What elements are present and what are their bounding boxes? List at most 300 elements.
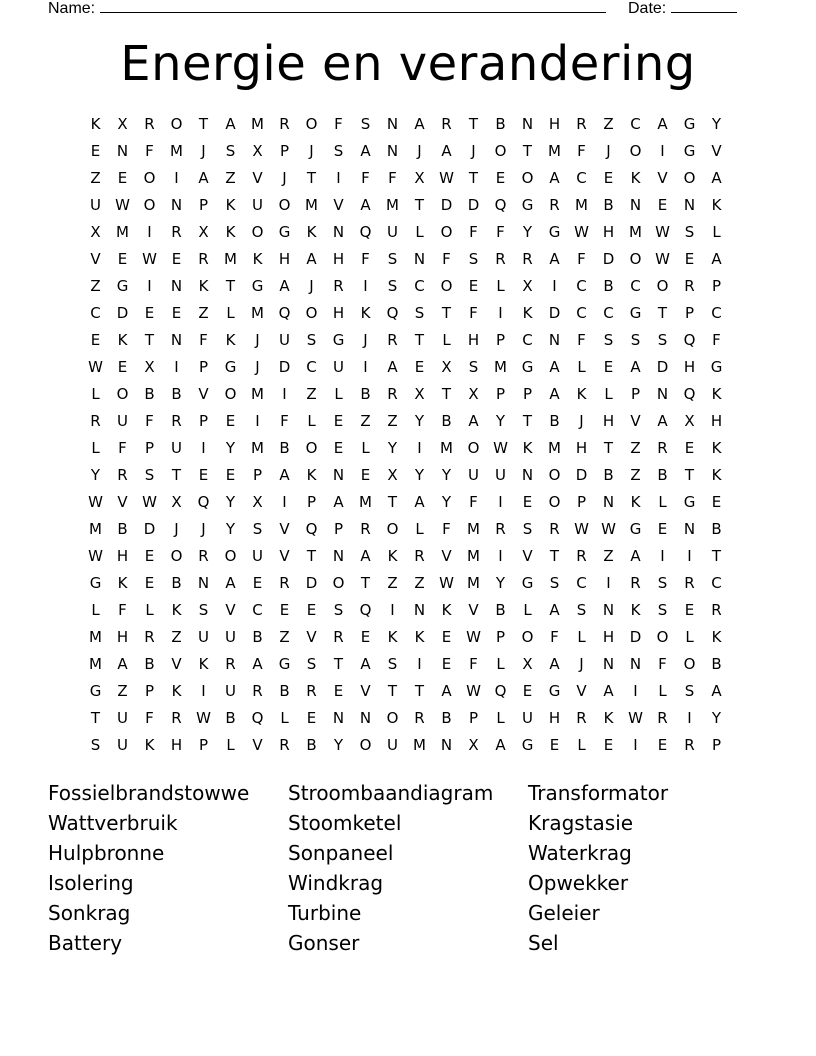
- grid-letter: Z: [630, 466, 641, 484]
- grid-row: [82, 408, 730, 435]
- grid-letter: M: [89, 655, 102, 673]
- grid-letter: F: [469, 493, 478, 511]
- date-blank-line[interactable]: [671, 0, 737, 13]
- grid-letter: W: [574, 223, 589, 241]
- word-list-item: Gonser: [288, 931, 360, 955]
- grid-letter: V: [630, 412, 641, 430]
- grid-letter: H: [332, 304, 345, 322]
- grid-letter: S: [468, 358, 479, 376]
- grid-letter: T: [306, 547, 317, 565]
- grid-letter: A: [360, 547, 371, 565]
- grid-letter: J: [606, 142, 611, 160]
- grid-letter: N: [602, 601, 615, 619]
- grid-letter: N: [413, 250, 426, 268]
- grid-letter: R: [414, 709, 425, 727]
- grid-letter: L: [658, 682, 667, 700]
- grid-letter: C: [630, 115, 641, 133]
- grid-letter: B: [171, 574, 182, 592]
- grid-letter: T: [684, 466, 695, 484]
- grid-letter: B: [603, 466, 614, 484]
- grid-letter: V: [468, 601, 479, 619]
- grid-letter: E: [306, 601, 317, 619]
- grid-letter: C: [711, 304, 722, 322]
- grid-letter: M: [116, 223, 129, 241]
- grid-letter: R: [279, 115, 290, 133]
- grid-letter: M: [170, 142, 183, 160]
- grid-letter: A: [279, 466, 290, 484]
- grid-letter: I: [552, 277, 557, 295]
- grid-letter: A: [360, 196, 371, 214]
- grid-letter: U: [252, 547, 263, 565]
- grid-letter: K: [171, 601, 182, 619]
- grid-letter: L: [334, 385, 343, 403]
- grid-letter: F: [550, 628, 559, 646]
- grid-letter: U: [522, 709, 533, 727]
- grid-letter: O: [305, 439, 318, 457]
- grid-letter: V: [306, 628, 317, 646]
- grid-letter: P: [630, 385, 641, 403]
- grid-letter: R: [576, 115, 587, 133]
- grid-letter: B: [279, 439, 290, 457]
- grid-letter: R: [144, 628, 155, 646]
- grid-letter: L: [91, 385, 100, 403]
- grid-letter: I: [255, 412, 260, 430]
- grid-letter: H: [332, 250, 345, 268]
- grid-letter: K: [117, 331, 128, 349]
- grid-letter: X: [171, 493, 182, 511]
- grid-letter: U: [468, 466, 479, 484]
- grid-letter: I: [174, 358, 179, 376]
- grid-letter: A: [630, 358, 641, 376]
- grid-letter: N: [197, 574, 210, 592]
- grid-letter: L: [91, 439, 100, 457]
- grid-letter: A: [360, 655, 371, 673]
- grid-letter: E: [684, 601, 695, 619]
- grid-letter: F: [469, 655, 478, 673]
- grid-letter: M: [251, 439, 264, 457]
- grid-letter: U: [333, 358, 344, 376]
- grid-letter: E: [171, 304, 182, 322]
- grid-row: [82, 489, 730, 516]
- grid-letter: F: [199, 331, 208, 349]
- grid-letter: N: [521, 115, 534, 133]
- grid-letter: R: [90, 412, 101, 430]
- grid-letter: K: [414, 628, 425, 646]
- grid-letter: J: [201, 142, 206, 160]
- grid-letter: E: [657, 196, 668, 214]
- grid-letter: J: [255, 358, 260, 376]
- grid-letter: A: [279, 277, 290, 295]
- grid-letter: E: [360, 466, 371, 484]
- word-list-item: Opwekker: [528, 871, 629, 895]
- grid-letter: R: [333, 277, 344, 295]
- grid-letter: E: [468, 277, 479, 295]
- grid-letter: M: [251, 115, 264, 133]
- grid-letter: C: [90, 304, 101, 322]
- grid-letter: A: [414, 493, 425, 511]
- grid-letter: I: [687, 547, 692, 565]
- grid-letter: O: [440, 277, 453, 295]
- grid-letter: E: [225, 466, 236, 484]
- word-list-item: Sel: [528, 931, 559, 955]
- grid-letter: R: [198, 547, 209, 565]
- grid-letter: K: [576, 385, 587, 403]
- grid-letter: E: [144, 547, 155, 565]
- grid-letter: U: [90, 196, 101, 214]
- grid-letter: Z: [198, 304, 209, 322]
- word-list-item: Sonkrag: [48, 901, 131, 925]
- grid-letter: F: [469, 223, 478, 241]
- grid-letter: D: [602, 250, 615, 268]
- grid-letter: E: [603, 358, 614, 376]
- grid-letter: M: [413, 736, 426, 754]
- grid-letter: U: [117, 709, 128, 727]
- grid-letter: C: [711, 574, 722, 592]
- name-blank-line[interactable]: [100, 0, 606, 13]
- grid-letter: J: [309, 277, 314, 295]
- grid-letter: O: [278, 196, 291, 214]
- grid-letter: S: [387, 277, 398, 295]
- worksheet-header: [48, 0, 748, 20]
- grid-letter: A: [225, 115, 236, 133]
- word-list-item: Hulpbronne: [48, 841, 165, 865]
- grid-letter: U: [279, 331, 290, 349]
- grid-letter: I: [147, 277, 152, 295]
- grid-letter: Q: [683, 385, 696, 403]
- grid-letter: G: [683, 142, 696, 160]
- grid-letter: F: [280, 412, 289, 430]
- grid-letter: P: [468, 709, 479, 727]
- grid-letter: R: [414, 547, 425, 565]
- grid-letter: T: [414, 331, 425, 349]
- grid-letter: R: [117, 466, 128, 484]
- grid-letter: M: [89, 520, 102, 538]
- grid-letter: D: [656, 358, 669, 376]
- grid-letter: A: [549, 601, 560, 619]
- grid-letter: X: [522, 655, 533, 673]
- grid-letter: Z: [360, 412, 371, 430]
- grid-letter: F: [577, 142, 586, 160]
- grid-letter: O: [386, 709, 399, 727]
- grid-letter: Y: [495, 412, 506, 430]
- grid-letter: J: [363, 331, 368, 349]
- grid-letter: F: [496, 223, 505, 241]
- grid-letter: R: [171, 412, 182, 430]
- grid-letter: X: [252, 493, 263, 511]
- grid-letter: P: [306, 493, 317, 511]
- grid-letter: A: [198, 169, 209, 187]
- grid-letter: Z: [630, 439, 641, 457]
- grid-letter: Y: [711, 709, 722, 727]
- grid-letter: K: [630, 601, 641, 619]
- grid-letter: F: [577, 250, 586, 268]
- grid-row: [82, 300, 730, 327]
- grid-letter: B: [144, 385, 155, 403]
- grid-letter: I: [282, 385, 287, 403]
- grid-letter: G: [251, 277, 264, 295]
- grid-row: [82, 597, 730, 624]
- grid-letter: P: [279, 142, 290, 160]
- grid-letter: K: [306, 466, 317, 484]
- grid-letter: D: [305, 574, 318, 592]
- grid-letter: E: [252, 574, 263, 592]
- grid-letter: S: [576, 601, 587, 619]
- grid-letter: P: [495, 385, 506, 403]
- grid-letter: X: [684, 412, 695, 430]
- grid-letter: R: [576, 547, 587, 565]
- grid-letter: I: [417, 655, 422, 673]
- grid-letter: N: [656, 385, 669, 403]
- grid-letter: F: [388, 169, 397, 187]
- grid-letter: A: [630, 547, 641, 565]
- grid-letter: D: [116, 304, 129, 322]
- grid-letter: A: [549, 385, 560, 403]
- grid-letter: H: [575, 439, 588, 457]
- grid-letter: R: [657, 709, 668, 727]
- grid-letter: S: [603, 331, 614, 349]
- grid-letter: F: [361, 169, 370, 187]
- grid-letter: F: [145, 412, 154, 430]
- grid-letter: T: [333, 655, 344, 673]
- grid-letter: S: [387, 655, 398, 673]
- grid-letter: P: [144, 439, 155, 457]
- grid-letter: C: [252, 601, 263, 619]
- grid-letter: Y: [225, 520, 236, 538]
- grid-row: [82, 651, 730, 678]
- grid-letter: S: [468, 250, 479, 268]
- grid-letter: T: [522, 142, 533, 160]
- grid-letter: E: [549, 736, 560, 754]
- grid-letter: M: [548, 142, 561, 160]
- grid-letter: B: [603, 277, 614, 295]
- grid-letter: L: [307, 412, 316, 430]
- grid-letter: G: [332, 331, 345, 349]
- grid-letter: I: [363, 277, 368, 295]
- grid-letter: S: [198, 601, 209, 619]
- grid-letter: K: [522, 439, 533, 457]
- grid-letter: I: [498, 493, 503, 511]
- word-list-column: [48, 778, 288, 958]
- grid-letter: B: [495, 601, 506, 619]
- grid-letter: S: [333, 601, 344, 619]
- grid-letter: W: [493, 439, 508, 457]
- grid-letter: I: [363, 358, 368, 376]
- grid-letter: O: [305, 115, 318, 133]
- grid-letter: F: [145, 709, 154, 727]
- grid-letter: F: [145, 142, 154, 160]
- grid-letter: Z: [90, 169, 101, 187]
- grid-letter: E: [144, 574, 155, 592]
- grid-letter: W: [196, 709, 211, 727]
- grid-letter: N: [332, 466, 345, 484]
- grid-letter: E: [117, 358, 128, 376]
- grid-letter: A: [252, 655, 263, 673]
- grid-letter: T: [441, 304, 452, 322]
- grid-letter: O: [251, 223, 264, 241]
- grid-letter: R: [387, 331, 398, 349]
- grid-letter: Y: [225, 439, 236, 457]
- grid-letter: X: [441, 358, 452, 376]
- grid-letter: F: [118, 601, 127, 619]
- grid-letter: A: [711, 682, 722, 700]
- grid-letter: W: [655, 223, 670, 241]
- grid-letter: O: [170, 115, 183, 133]
- grid-letter: M: [359, 493, 372, 511]
- grid-letter: M: [89, 628, 102, 646]
- grid-letter: U: [117, 412, 128, 430]
- grid-letter: E: [657, 520, 668, 538]
- grid-letter: U: [225, 682, 236, 700]
- grid-letter: A: [495, 736, 506, 754]
- grid-letter: I: [147, 223, 152, 241]
- grid-letter: V: [279, 520, 290, 538]
- grid-letter: E: [522, 493, 533, 511]
- grid-letter: A: [117, 655, 128, 673]
- grid-letter: T: [225, 277, 236, 295]
- grid-letter: U: [171, 439, 182, 457]
- grid-letter: P: [684, 304, 695, 322]
- grid-letter: V: [441, 547, 452, 565]
- grid-letter: O: [467, 439, 480, 457]
- grid-letter: Y: [441, 466, 452, 484]
- grid-letter: L: [523, 601, 532, 619]
- grid-letter: A: [441, 682, 452, 700]
- grid-letter: Z: [387, 574, 398, 592]
- grid-letter: A: [387, 358, 398, 376]
- grid-letter: O: [143, 196, 156, 214]
- grid-letter: R: [306, 682, 317, 700]
- grid-letter: H: [602, 223, 615, 241]
- grid-letter: G: [710, 358, 723, 376]
- grid-letter: N: [440, 736, 453, 754]
- grid-letter: B: [144, 655, 155, 673]
- grid-letter: E: [711, 493, 722, 511]
- grid-letter: E: [90, 142, 101, 160]
- grid-letter: Y: [333, 736, 344, 754]
- page-title: Energie en verandering: [120, 36, 696, 92]
- grid-letter: H: [278, 250, 291, 268]
- grid-letter: O: [116, 385, 129, 403]
- grid-letter: J: [255, 331, 260, 349]
- grid-letter: K: [630, 169, 641, 187]
- grid-letter: L: [91, 601, 100, 619]
- grid-letter: S: [333, 142, 344, 160]
- date-field: [628, 0, 737, 19]
- grid-letter: K: [630, 493, 641, 511]
- grid-letter: I: [201, 682, 206, 700]
- grid-letter: R: [495, 520, 506, 538]
- grid-letter: Q: [386, 304, 399, 322]
- grid-letter: H: [548, 709, 561, 727]
- grid-letter: O: [521, 169, 534, 187]
- grid-letter: D: [575, 466, 588, 484]
- grid-letter: B: [225, 709, 236, 727]
- grid-letter: X: [468, 736, 479, 754]
- grid-letter: E: [657, 736, 668, 754]
- grid-letter: M: [629, 223, 642, 241]
- grid-letter: C: [630, 277, 641, 295]
- grid-letter: Y: [387, 439, 398, 457]
- grid-letter: I: [606, 574, 611, 592]
- grid-letter: Q: [305, 520, 318, 538]
- grid-letter: H: [116, 628, 129, 646]
- grid-letter: X: [252, 142, 263, 160]
- grid-letter: L: [361, 439, 370, 457]
- grid-letter: U: [117, 736, 128, 754]
- grid-letter: R: [522, 250, 533, 268]
- grid-letter: F: [658, 655, 667, 673]
- grid-letter: Q: [683, 331, 696, 349]
- grid-letter: Z: [603, 115, 614, 133]
- grid-letter: S: [684, 682, 695, 700]
- word-list-item: Waterkrag: [528, 841, 632, 865]
- grid-letter: O: [224, 385, 237, 403]
- grid-letter: T: [306, 169, 317, 187]
- grid-letter: S: [630, 331, 641, 349]
- grid-letter: Y: [414, 466, 425, 484]
- word-list-item: Battery: [48, 931, 123, 955]
- grid-letter: K: [306, 223, 317, 241]
- grid-letter: E: [306, 709, 317, 727]
- word-list-item: Sonpaneel: [288, 841, 394, 865]
- grid-letter: K: [711, 628, 722, 646]
- grid-letter: S: [387, 250, 398, 268]
- grid-letter: R: [576, 709, 587, 727]
- grid-letter: R: [252, 682, 263, 700]
- grid-letter: A: [549, 250, 560, 268]
- grid-letter: G: [224, 358, 237, 376]
- grid-letter: J: [174, 520, 179, 538]
- grid-letter: O: [224, 547, 237, 565]
- grid-letter: T: [360, 574, 371, 592]
- grid-letter: Z: [225, 169, 236, 187]
- word-list-item: Windkrag: [288, 871, 384, 895]
- grid-letter: A: [657, 115, 668, 133]
- grid-letter: K: [198, 277, 209, 295]
- grid-letter: Z: [603, 547, 614, 565]
- grid-letter: R: [360, 520, 371, 538]
- grid-letter: A: [549, 655, 560, 673]
- grid-letter: E: [225, 412, 236, 430]
- grid-letter: C: [603, 304, 614, 322]
- grid-letter: K: [711, 439, 722, 457]
- grid-letter: C: [414, 277, 425, 295]
- grid-letter: E: [360, 628, 371, 646]
- grid-letter: S: [360, 115, 371, 133]
- grid-letter: Q: [359, 223, 372, 241]
- grid-letter: Y: [225, 493, 236, 511]
- grid-letter: X: [90, 223, 101, 241]
- grid-letter: E: [117, 169, 128, 187]
- grid-row: [82, 543, 730, 570]
- grid-letter: I: [660, 547, 665, 565]
- grid-letter: B: [252, 628, 263, 646]
- grid-letter: L: [577, 358, 586, 376]
- grid-letter: R: [387, 385, 398, 403]
- grid-letter: T: [468, 169, 479, 187]
- grid-letter: M: [224, 250, 237, 268]
- grid-letter: S: [657, 574, 668, 592]
- grid-letter: B: [306, 736, 317, 754]
- grid-row: [82, 705, 730, 732]
- grid-letter: R: [657, 439, 668, 457]
- grid-letter: U: [225, 628, 236, 646]
- grid-letter: W: [88, 493, 103, 511]
- word-list-item: Wattverbruik: [48, 811, 178, 835]
- grid-letter: E: [522, 682, 533, 700]
- grid-letter: E: [603, 169, 614, 187]
- grid-letter: M: [467, 547, 480, 565]
